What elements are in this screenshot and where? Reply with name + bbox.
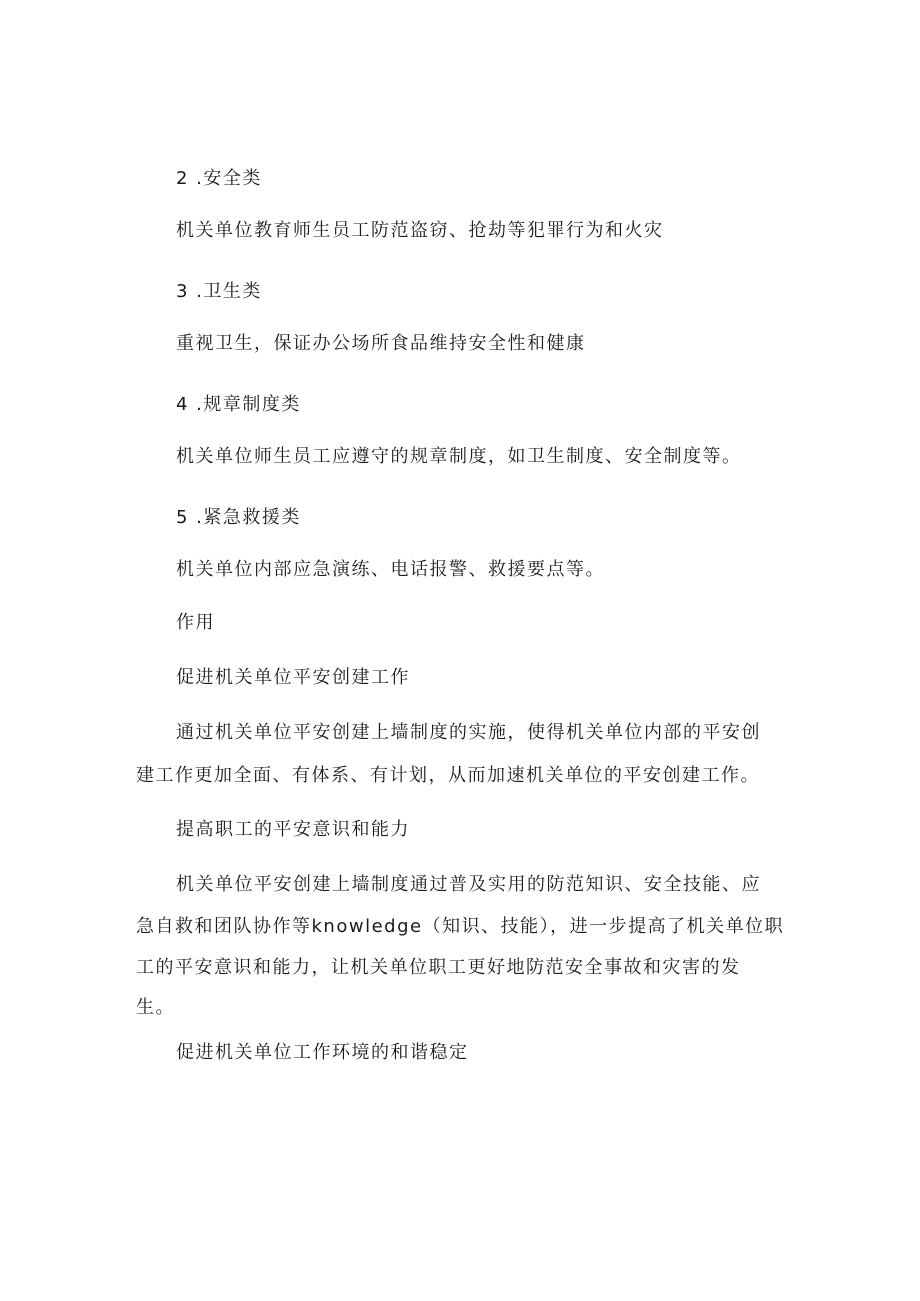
paragraph-promote-creation-line1: 通过机关单位平安创建上墙制度的实施，使得机关单位内部的平安创	[176, 722, 761, 743]
paragraph-regulations: 机关单位师生员工应遵守的规章制度，如卫生制度、安全制度等。	[176, 446, 742, 467]
heading-emergency: 5 .紧急救援类	[176, 507, 301, 528]
heading-safety: 2 .安全类	[176, 168, 262, 189]
paragraph-hygiene: 重视卫生，保证办公场所食品维持安全性和健康	[176, 333, 586, 354]
paragraph-promote-creation-line2: 建工作更加全面、有体系、有计划，从而加速机关单位的平安创建工作。	[136, 765, 760, 786]
paragraph-safety: 机关单位教育师生员工防范盗窃、抢劫等犯罪行为和火灾	[176, 220, 664, 241]
heading-function: 作用	[176, 612, 215, 633]
subheading-harmony: 促进机关单位工作环境的和谐稳定	[176, 1042, 469, 1063]
paragraph-awareness-line2: 急自救和团队协作等knowledge（知识、技能），进一步提高了机关单位职	[136, 916, 785, 937]
heading-regulations: 4 .规章制度类	[176, 394, 301, 415]
paragraph-emergency: 机关单位内部应急演练、电话报警、救援要点等。	[176, 559, 605, 580]
paragraph-awareness-line4: 生。	[136, 997, 175, 1018]
heading-hygiene: 3 .卫生类	[176, 281, 262, 302]
subheading-awareness: 提高职工的平安意识和能力	[176, 819, 410, 840]
subheading-promote-creation: 促进机关单位平安创建工作	[176, 667, 410, 688]
paragraph-awareness-line1: 机关单位平安创建上墙制度通过普及实用的防范知识、安全技能、应	[176, 874, 761, 895]
paragraph-awareness-line3: 工的平安意识和能力，让机关单位职工更好地防范安全事故和灾害的发	[136, 957, 741, 978]
